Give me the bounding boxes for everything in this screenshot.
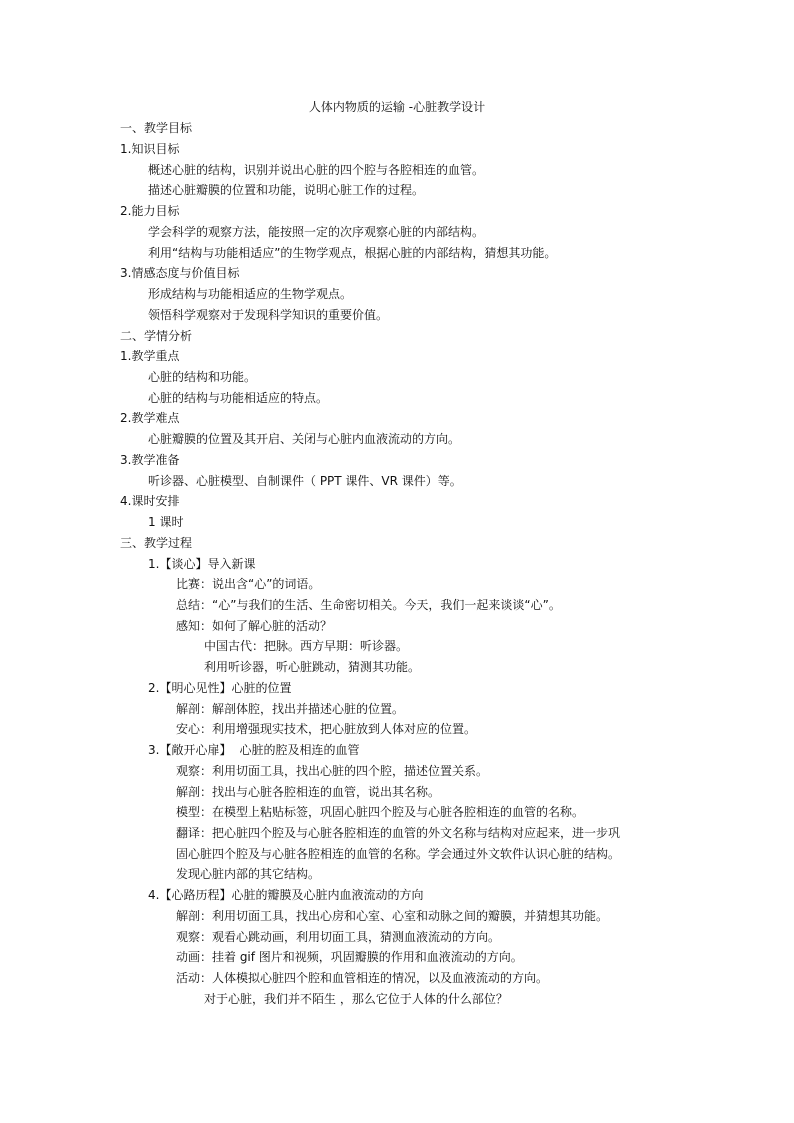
text-line: 1 课时 <box>148 515 184 529</box>
process-step-4-heading <box>148 887 423 903</box>
subheading-preparation: 3.教学准备 <box>120 453 180 467</box>
text-line: 解剖：利用切面工具，找出心房和心室、心室和动脉之间的瓣膜，并猜想其功能。 <box>176 909 609 923</box>
text-line: 利用“结构与功能相适应”的生物学观点，根据心脏的内部结构，猜想其功能。 <box>148 246 557 260</box>
text-line: 中国古代：把脉。西方早期：听诊器。 <box>204 639 409 653</box>
subheading-attitude-goals: 3.情感态度与价值目标 <box>120 266 240 280</box>
text-line: 比赛：说出含“心”的词语。 <box>176 577 321 591</box>
section-2-heading: 二、学情分析 <box>120 329 193 343</box>
process-step-2-heading <box>148 680 291 696</box>
section-1-heading: 一、教学目标 <box>120 121 193 135</box>
step-title: 心脏的位置 <box>231 681 292 695</box>
step-number: 1. <box>148 557 160 571</box>
text-line: 动画：挂着 gif 图片和视频，巩固瓣膜的作用和血液流动的方向。 <box>176 950 523 964</box>
text-line: 解剖：找出与心脏各腔相连的血管，说出其名称。 <box>176 785 441 799</box>
text-line: 翻译：把心脏四个腔及与心脏各腔相连的血管的外文名称与结构对应起来，进一步巩 <box>176 826 621 840</box>
step-number: 2. <box>148 681 160 695</box>
step-number: 3. <box>148 743 160 757</box>
text-line: 模型：在模型上粘贴标签，巩固心脏四个腔及与心脏各腔相连的血管的名称。 <box>176 805 585 819</box>
text-line: 利用听诊器，听心脏跳动，猜测其功能。 <box>204 660 421 674</box>
text-line: 学会科学的观察方法，能按照一定的次序观察心脏的内部结构。 <box>148 225 485 239</box>
step-tag: 【明心见性】 <box>159 681 232 695</box>
section-3-heading: 三、教学过程 <box>120 536 193 550</box>
text-line: 观察：利用切面工具，找出心脏的四个腔，描述位置关系。 <box>176 764 489 778</box>
step-title: 导入新课 <box>207 557 256 571</box>
text-line: 领悟科学观察对于发现科学知识的重要价值。 <box>148 308 389 322</box>
subheading-knowledge-goals: 1.知识目标 <box>120 142 180 156</box>
subheading-key-points: 1.教学重点 <box>120 349 180 363</box>
text-line: 感知：如何了解心脏的活动？ <box>176 619 333 633</box>
text-line: 听诊器、心脏模型、自制课件（ PPT 课件、VR 课件）等。 <box>148 474 462 488</box>
step-tag: 【心路历程】 <box>159 888 232 902</box>
process-step-3-heading <box>148 742 359 758</box>
text-line: 固心脏四个腔及与心脏各腔相连的血管的名称。学会通过外文软件认识心脏的结构。 <box>176 847 621 861</box>
closing-question: 对于心脏，我们并不陌生 ，那么它位于人体的什么部位？ <box>204 992 508 1006</box>
text-line: 心脏瓣膜的位置及其开启、关闭与心脏内血液流动的方向。 <box>148 432 461 446</box>
text-line: 总结：“心”与我们的生活、生命密切相关。今天，我们一起来谈谈“心”。 <box>176 598 561 612</box>
text-line: 形成结构与功能相适应的生物学观点。 <box>148 287 353 301</box>
step-number: 4. <box>148 888 160 902</box>
text-line: 发现心脏内部的其它结构。 <box>176 867 321 881</box>
step-tag: 【谈心】 <box>159 557 208 571</box>
text-line: 活动：人体模拟心脏四个腔和血管相连的情况，以及血液流动的方向。 <box>176 971 549 985</box>
text-line: 心脏的结构与功能相适应的特点。 <box>148 391 329 405</box>
document-title: 人体内物质的运输 -心脏教学设计 <box>308 100 486 114</box>
text-line: 观察：观看心跳动画，利用切面工具，猜测血液流动的方向。 <box>176 930 501 944</box>
process-step-1-heading <box>148 556 255 572</box>
step-title: 心脏的腔及相连的血管 <box>239 743 360 757</box>
subheading-ability-goals: 2.能力目标 <box>120 204 180 218</box>
subheading-difficulties: 2.教学难点 <box>120 411 180 425</box>
subheading-schedule: 4.课时安排 <box>120 494 180 508</box>
text-line: 心脏的结构和功能。 <box>148 370 257 384</box>
text-line: 解剖：解剖体腔，找出并描述心脏的位置。 <box>176 702 405 716</box>
text-line: 安心：利用增强现实技术，把心脏放到人体对应的位置。 <box>176 722 477 736</box>
text-line: 描述心脏瓣膜的位置和功能，说明心脏工作的过程。 <box>148 183 425 197</box>
step-title: 心脏的瓣膜及心脏内血液流动的方向 <box>231 888 424 902</box>
text-line: 概述心脏的结构，识别并说出心脏的四个腔与各腔相连的血管。 <box>148 163 485 177</box>
step-tag: 【敞开心扉】 <box>159 743 232 757</box>
